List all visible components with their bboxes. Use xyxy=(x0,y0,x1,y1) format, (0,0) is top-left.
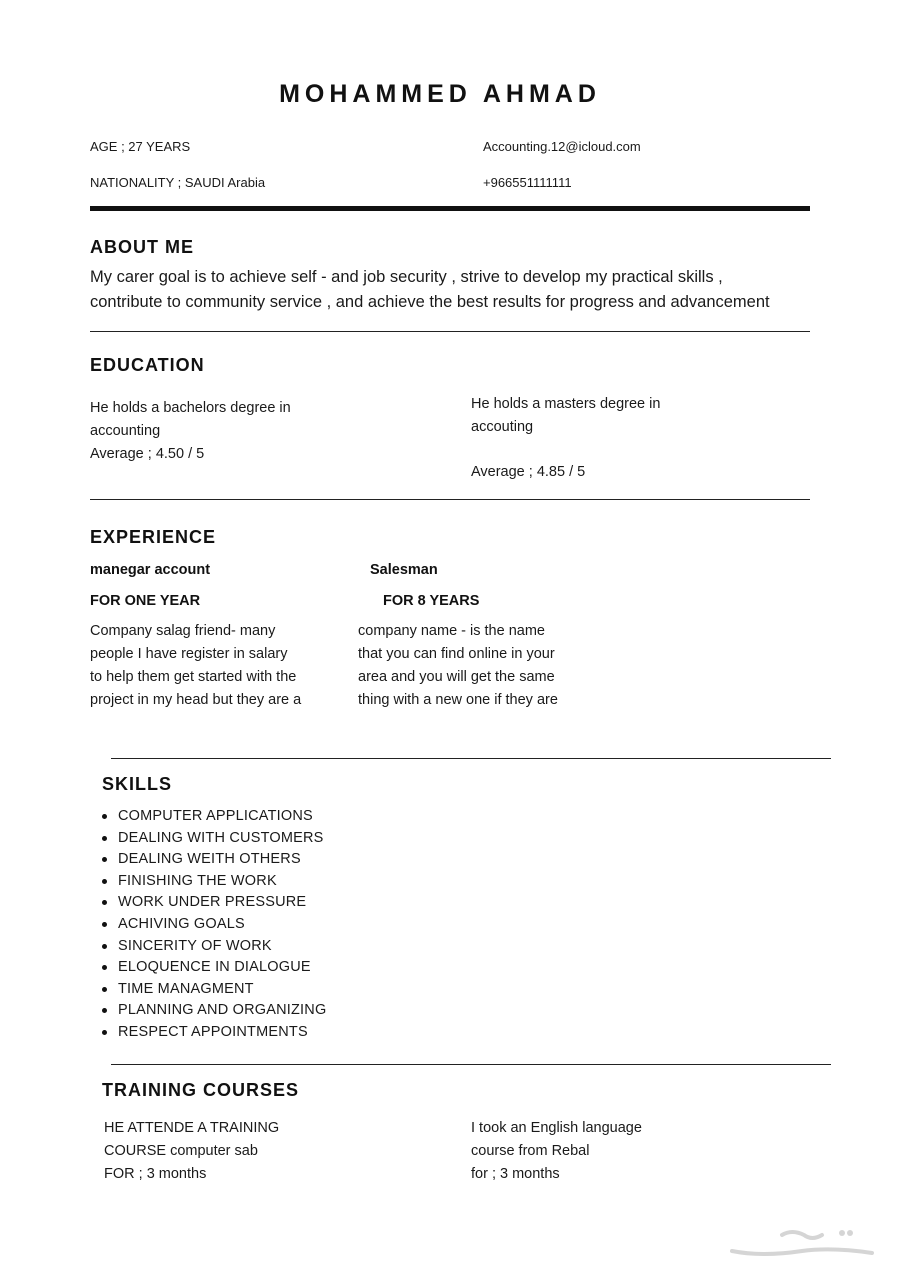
education-line: accouting xyxy=(471,419,534,435)
training-line: HE ATTENDE A TRAINING xyxy=(104,1120,280,1136)
experience-line: area and you will get the same xyxy=(358,669,555,685)
bullet-icon xyxy=(102,944,107,949)
education-line: He holds a bachelors degree in xyxy=(90,400,291,416)
training-line: COURSE computer sab xyxy=(104,1143,258,1159)
experience-desc-left xyxy=(90,620,301,712)
training-heading: TRAINING COURSES xyxy=(102,1080,300,1100)
skill-item: DEALING WITH CUSTOMERS xyxy=(102,828,326,850)
experience-duration-right: FOR 8 YEARS xyxy=(383,593,480,609)
resume-name: MOHAMMED AHMAD xyxy=(279,80,601,108)
training-line: course from Rebal xyxy=(471,1143,590,1159)
age-text: AGE ; 27 YEARS xyxy=(90,139,191,154)
experience-line: company name - is the name xyxy=(358,623,545,639)
bullet-icon xyxy=(102,836,107,841)
section-divider xyxy=(90,331,810,332)
skill-item: RESPECT APPOINTMENTS xyxy=(102,1022,326,1044)
education-master xyxy=(471,393,660,484)
haraj-logo-watermark-icon xyxy=(722,1223,882,1263)
skill-item: DEALING WEITH OTHERS xyxy=(102,849,326,871)
section-divider xyxy=(111,1064,831,1065)
skill-item: FINISHING THE WORK xyxy=(102,871,326,893)
experience-desc-right xyxy=(358,620,558,712)
section-divider xyxy=(90,499,810,500)
skill-item: PLANNING AND ORGANIZING xyxy=(102,1000,326,1022)
experience-duration-left: FOR ONE YEAR xyxy=(90,593,201,609)
training-line: for ; 3 months xyxy=(471,1166,560,1182)
bullet-icon xyxy=(102,857,107,862)
training-course-right xyxy=(471,1117,642,1186)
experience-line: that you can find online in your xyxy=(358,646,555,662)
bullet-icon xyxy=(102,1008,107,1013)
bullet-icon xyxy=(102,987,107,992)
education-average: Average ; 4.85 / 5 xyxy=(471,464,586,480)
bullet-icon xyxy=(102,965,107,970)
phone-text: +966551111111 xyxy=(483,175,572,190)
skill-item: TIME MANAGMENT xyxy=(102,979,326,1001)
training-line: I took an English language xyxy=(471,1120,642,1136)
education-bachelor xyxy=(90,397,291,466)
experience-line: project in my head but they are a xyxy=(90,692,302,708)
education-line: accounting xyxy=(90,423,161,439)
about-text xyxy=(90,265,830,315)
bullet-icon xyxy=(102,879,107,884)
bullet-icon xyxy=(102,922,107,927)
nationality-text: NATIONALITY ; SAUDI Arabia xyxy=(90,175,266,190)
skill-item: ELOQUENCE IN DIALOGUE xyxy=(102,957,326,979)
education-heading: EDUCATION xyxy=(90,355,205,375)
about-line: My carer goal is to achieve self - and job security , strive to develop my practical skills , xyxy=(90,268,723,286)
email-text: Accounting.12@icloud.com xyxy=(483,139,641,154)
skills-list xyxy=(102,806,326,1044)
experience-title-right: Salesman xyxy=(370,562,438,578)
experience-line: thing with a new one if they are xyxy=(358,692,558,708)
experience-heading: EXPERIENCE xyxy=(90,527,217,547)
skill-item: SINCERITY OF WORK xyxy=(102,936,326,958)
experience-line: Company salag friend- many xyxy=(90,623,276,639)
experience-title-left: manegar account xyxy=(90,562,211,578)
about-heading: ABOUT ME xyxy=(90,237,194,257)
about-line: contribute to community service , and achieve the best results for progress and advancement xyxy=(90,293,770,311)
training-line: FOR ; 3 months xyxy=(104,1166,207,1182)
bullet-icon xyxy=(102,900,107,905)
training-course-left xyxy=(104,1117,279,1186)
skills-heading: SKILLS xyxy=(102,774,173,794)
skill-item: WORK UNDER PRESSURE xyxy=(102,892,326,914)
experience-line: people I have register in salary xyxy=(90,646,288,662)
education-average: Average ; 4.50 / 5 xyxy=(90,446,205,462)
bullet-icon xyxy=(102,1030,107,1035)
bullet-icon xyxy=(102,814,107,819)
header-divider xyxy=(90,206,810,211)
experience-line: to help them get started with the xyxy=(90,669,297,685)
skill-item: ACHIVING GOALS xyxy=(102,914,326,936)
education-line: He holds a masters degree in xyxy=(471,396,661,412)
skill-item: COMPUTER APPLICATIONS xyxy=(102,806,326,828)
section-divider xyxy=(111,758,831,759)
